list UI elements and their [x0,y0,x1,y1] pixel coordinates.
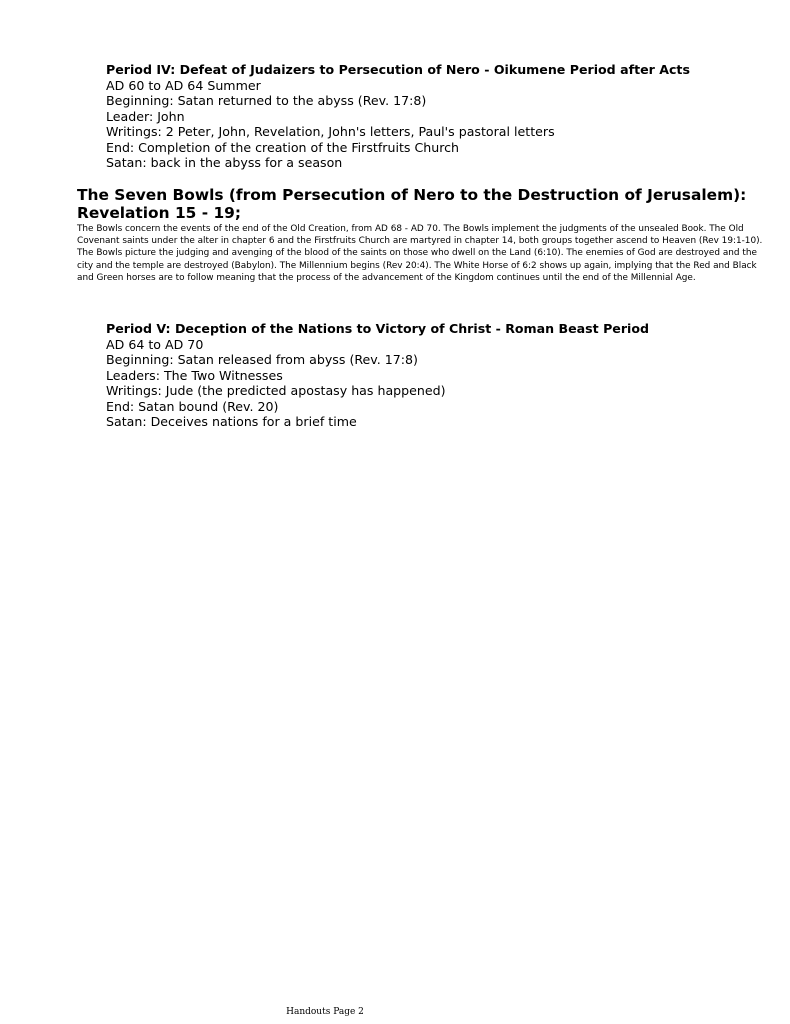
period-iv-title: Period IV: Defeat of Judaizers to Persecution of Nero - Oikumene Period after Acts [106,62,690,77]
period-iv-block [106,62,766,170]
period-iv-leader: Leader: John [106,108,185,124]
page-footer: Handouts Page 2 [286,1007,364,1017]
period-iv-end: End: Completion of the creation of the Firstfruits Church [106,139,460,155]
period-v-dates: AD 64 to AD 70 [106,337,204,352]
period-iv-beginning: Beginning: Satan returned to the abyss (Rev. 17:8) [106,93,427,109]
period-v-end: End: Satan bound (Rev. 20) [106,398,279,414]
period-v-satan: Satan: Deceives nations for a brief time [106,414,357,430]
seven-bowls-heading-line1: The Seven Bowls (from Persecution of Nero to the Destruction of Jerusalem): [77,186,747,204]
seven-bowls-heading-line2: Revelation 15 - 19; [77,204,242,222]
period-v-title: Period V: Deception of the Nations to Victory of Christ - Roman Beast Period [106,321,650,336]
period-iv-dates: AD 60 to AD 64 Summer [106,78,261,93]
period-v-leaders: Leaders: The Two Witnesses [106,367,283,383]
period-v-writings: Writings: Jude (the predicted apostasy has happened) [106,383,446,399]
period-v-beginning: Beginning: Satan released from abyss (Rev. 17:8) [106,352,418,368]
period-iv-satan: Satan: back in the abyss for a season [106,155,343,171]
seven-bowls-body: The Bowls concern the events of the end of the Old Creation, from AD 68 - AD 70. The Bowls implement the judgments of the unsealed Book. The Old Covenant saints under the alter in chapter 6 and the Firstfruits Church are martyred in chapter 14, both groups together ascend to Heaven (Rev 19:1-10). The Bowls picture the judging and avenging of the blood of the saints on those who dwell on the Land (6:10). The enemies of God are destroyed and the city and the temple are destroyed (Babylon). The Millennium begins (Rev 20:4). The White Horse of 6:2 shows up again, implying that the Red and Black and Green horses are to follow meaning that the process of the advancement of the Kingdom continues until the end of the Millennial Age. [77,224,763,283]
seven-bowls-section [77,186,767,284]
period-v-block [106,321,766,429]
seven-bowls-heading [77,186,767,222]
period-iv-writings: Writings: 2 Peter, John, Revelation, John's letters, Paul's pastoral letters [106,124,555,140]
